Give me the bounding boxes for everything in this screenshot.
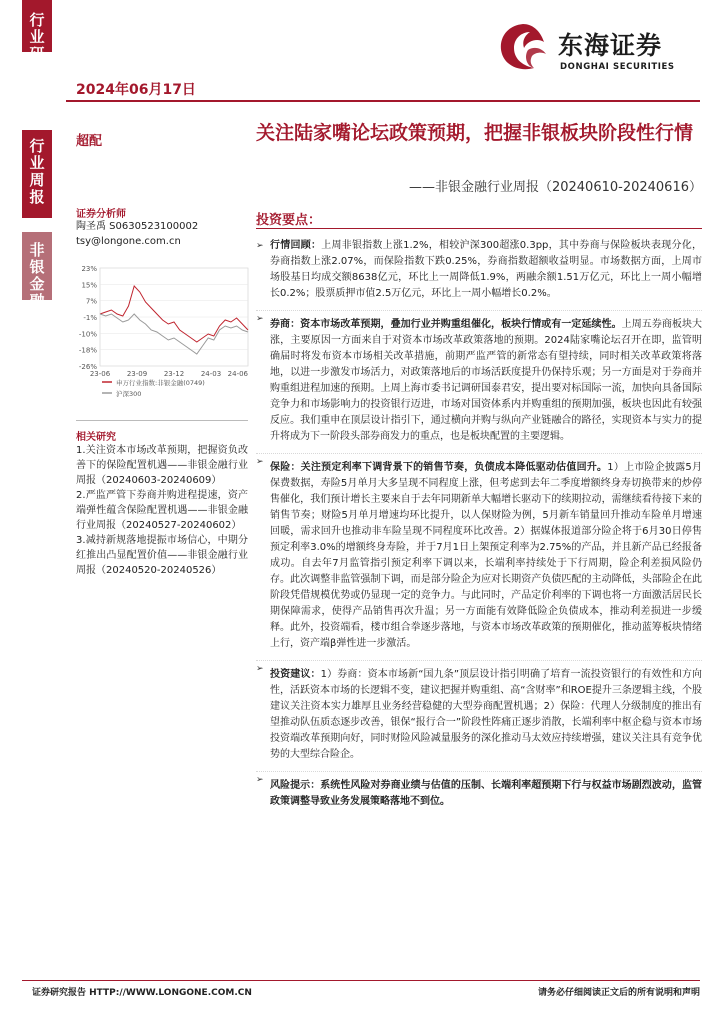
logo-text-en: DONGHAI SECURITIES — [560, 62, 675, 72]
report-subtitle: ——非银金融行业周报（20240610-20240616） — [408, 180, 702, 195]
related-research-list — [76, 443, 248, 578]
series-line-1 — [100, 286, 248, 342]
y-tick-label: 7% — [85, 297, 97, 306]
y-tick-label: -1% — [83, 314, 97, 322]
legend-label: 沪深300 — [116, 390, 142, 398]
key-point-investment-advice: ➢ 投资建议：1）券商：资本市场新“国九条”顶层设计指引明确了培育一流投资银行的有效性和方向性，活跃资本市场的长逻辑不变，建议把握并购重组、高“含财率”和ROE提升三条逻辑主线，个股建议关注资本实力雄厚且业务经营稳健的大型券商配置机遇；2）保险：代理人分级制度的推出有望推动队伍质态逐步改善，银保“报行合一”阶段性阵痛正逐步消散，长端利率中枢企稳与资本市场投资端改革预期向好，同时财险风险减量服务的深化推动马太效应持续增强，建议关注具有竞争优势的大型综合险企。 — [256, 660, 702, 763]
x-tick-label: 23-06 — [89, 370, 111, 378]
analyst-info — [76, 219, 198, 249]
x-tick-label: 23-09 — [126, 370, 148, 378]
rating-label: 超配 — [76, 134, 103, 149]
key-point-insurance: ➢ 保险：关注预定利率下调背景下的销售节奏，负债成本降低驱动估值回升。1）上市险企披露5月保费数据，寿险5月单月大多呈现不同程度上涨，但考虑到去年二季度增额终身寿切换带来的炒停售催化，我们预计增长主要来自于去年同期新单大幅增长驱动下的续期拉动，需继续看待接下来的销售节奏；财险5月单月增速均环比提升，以人保财险为例，5月新车销量回升推动车险单月增速回暖，需求回升也推动非车险呈现不同程度环比改善。2）据媒体报道部分险企将于6月30日停售预定利率3.0%的增额终身寿险，并于7月1日上架预定利率为2.75%的产品，并且新产品已经报备成功。自去年7月监管指引预定利率下调以来，长端利率持续处于下行周期，险企利差损风险仍存。此次调整非监管强制下调，而是部分险企为应对长期资产负债匹配的主动降低，头部险企在此阶段凭借规模优势或仍显现一定的竞争力。与此同时，产品定价利率的下调也将一方面激活居民长期保障需求，使得产品销售再次升温；另一方面能有效降低险企负债成本，推动利差损进一步缓释。此外，投资端看，楼市组合拳逐步落地，与资本市场改革政策的预期催化，推动蓝筹板块情绪上行，资产端β弹性进一步激活。 — [256, 453, 702, 652]
y-tick-label: -10% — [78, 330, 97, 339]
x-tick-label: 24-03 — [200, 370, 222, 378]
key-points-list — [256, 238, 702, 810]
x-tick-label: 23-12 — [163, 370, 185, 378]
report-date: 2024年06月17日 — [76, 82, 196, 98]
y-tick-label: 15% — [81, 281, 97, 290]
company-logo — [494, 20, 700, 76]
report-title: 关注陆家嘴论坛政策预期，把握非银板块阶段性行情 — [256, 122, 694, 144]
bullet-arrow-icon: ➢ — [256, 457, 264, 467]
index-performance-chart — [72, 262, 252, 410]
chart-divider — [76, 420, 248, 421]
side-tab-weekly: 行 业 周 报 — [22, 130, 52, 218]
footer-disclaimer: 请务必仔细阅读正文后的所有说明和声明 — [537, 988, 700, 998]
legend-label: 申万行业指数:非银金融(0749) — [116, 379, 205, 387]
analyst-name: 陶圣禹 S0630523100002 — [76, 221, 199, 232]
key-point-market-review: ➢ 行情回顾：上周非银指数上涨1.2%，相较沪深300超涨0.3pp，其中券商与保险板块表现分化，券商指数上涨2.07%，而保险指数下跌0.25%，券商指数超额收益明显。市场数据方面，上周市场股基日均成交额8638亿元，环比上一周降低1.9%，两融余额1.51万亿元，环比上一周小幅增长0.2%；股票质押市值2.5万亿元，环比上一周小幅增长0.2%。 — [256, 240, 703, 299]
logo-text-cn: 东海证券 — [558, 31, 663, 60]
related-item[interactable]: 3.减持新规落地提振市场信心，中期分红推出凸显配置价值——非银金融行业周报（20240520-20240526） — [76, 535, 248, 576]
header-divider — [66, 100, 700, 102]
logo-emblem-icon — [494, 20, 552, 76]
related-item[interactable]: 2.严监严管下券商并购进程提速，资产端弹性蕴含保险配置机遇——非银金融行业周报（20240527-20240602） — [76, 490, 248, 531]
related-item[interactable]: 1.关注资本市场改革预期，把握资负改善下的保险配置机遇——非银金融行业周报（20240603-20240609） — [76, 445, 248, 486]
x-tick-label: 24-06 — [227, 370, 248, 378]
key-points-divider — [256, 228, 702, 229]
bullet-arrow-icon: ➢ — [256, 314, 264, 324]
key-points-heading: 投资要点： — [256, 213, 322, 228]
footer-website[interactable]: 证券研究报告 HTTP://WWW.LONGONE.COM.CN — [32, 988, 252, 998]
bullet-arrow-icon: ➢ — [256, 775, 264, 785]
bullet-arrow-icon: ➢ — [256, 664, 264, 674]
analyst-heading: 证券分析师 — [76, 209, 126, 220]
key-point-risk-warning: ➢ 风险提示：系统性风险对券商业绩与估值的压制、长端利率超预期下行与权益市场剧烈波动，监管政策调整导致业务发展策略落地不到位。 — [256, 771, 702, 810]
y-tick-label: -26% — [78, 363, 97, 371]
y-tick-label: 23% — [81, 265, 97, 273]
bullet-arrow-icon: ➢ — [256, 241, 264, 251]
y-tick-label: -18% — [78, 346, 97, 355]
footer-divider — [22, 980, 700, 981]
key-point-brokers: ➢ 券商：资本市场改革预期，叠加行业并购重组催化，板块行情或有一定延续性。上周五券商板块大涨，主要原因一方面来自于对资本市场改革政策落地的预期。2024陆家嘴论坛召开在即，监管明确届时将发布资本市场相关改革措施，前期严监严管的新常态有望持续，同时相关改革政策将落地，以进一步激发市场活力，对政策落地后的市场活跃度提升仍保持乐观；另一方面是对于券商并购重组进程加速的预期。上周上海市委书记调研国泰君安，提出要对标国际一流，加快向具备国际竞争力和市场影响力的投资银行迈进，市场对国资体系内并购重组的预期加强，板块也因此有较强反应。我们重申在顶层设计指引下，通过横向并购与纵向产业链融合的路径，实现资本与实力的提升将成为下一阶段头部券商发力的重点，也是板块配置的主要逻辑。 — [256, 310, 702, 445]
analyst-email[interactable]: tsy@longone.com.cn — [76, 236, 181, 247]
side-tab-industry-research: 行 业 研 — [22, 0, 52, 52]
side-tab-sector: 非 银 金 融 — [22, 232, 52, 300]
related-research-heading: 相关研究 — [76, 432, 116, 443]
